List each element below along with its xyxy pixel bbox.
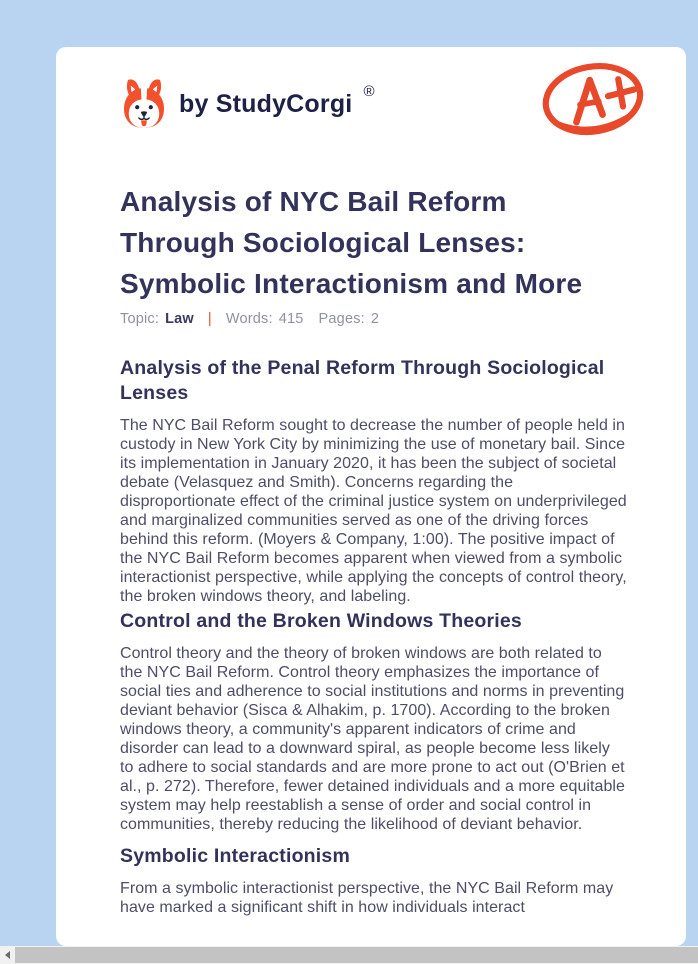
left-arrow-icon bbox=[5, 951, 10, 959]
article-meta bbox=[120, 311, 627, 327]
words-label: Words: bbox=[225, 311, 273, 327]
article-section bbox=[120, 356, 627, 606]
title-line: Analysis of NYC Bail Reform bbox=[120, 186, 507, 217]
section-paragraph: Control theory and the theory of broken windows are both related to the NYC Bail Reform. Control theory emphasizes the importance of social ties and adherence to social institutions and norms in preventing deviant behavior (Sisca & Alhakim, p. 1700). According to the broken windows theory, a community's apparent indicators of crime and disorder can lead to a downward spiral, as people become less likely to adhere to social standards and are more prone to act out (O'Brien et al., p. 272). Therefore, fewer detained individuals and a more equitable system may help reestablish a sense of order and social control in communities, thereby reducing the likelihood of deviant behavior. bbox=[120, 645, 625, 833]
section-paragraph: The NYC Bail Reform sought to decrease the number of people held in custody in New York City by minimizing the use of monetary bail. Since its implementation in January 2020, it has been the subject of societal debate (Velasquez and Smith). Concerns regarding the disproportionate effect of the criminal justice system on underprivileged and marginalized communities served as one of the driving forces behind this reform. (Moyers & Company, 1:00). The positive impact of the NYC Bail Reform becomes apparent when viewed from a symbolic interactionist perspective, while applying the concepts of control theory, the broken windows theory, and labeling. bbox=[120, 417, 627, 605]
words-value: 415 bbox=[278, 311, 304, 327]
section-heading: Analysis of the Penal Reform Through Sociological Lenses bbox=[120, 357, 605, 404]
section-heading: Control and the Broken Windows Theories bbox=[120, 610, 522, 632]
pages-value: 2 bbox=[370, 311, 380, 327]
topic-link[interactable]: Law bbox=[165, 311, 194, 327]
title-line: Symbolic Interactionism and More bbox=[120, 268, 583, 299]
meta-separator: | bbox=[207, 311, 212, 327]
document-page bbox=[56, 47, 686, 946]
scroll-left-button[interactable] bbox=[0, 946, 14, 964]
a-plus-badge-icon bbox=[540, 61, 646, 139]
title-line: Through Sociological Lenses: bbox=[120, 227, 526, 258]
corgi-logo-icon bbox=[120, 75, 168, 133]
registered-trademark-icon: ® bbox=[363, 83, 375, 100]
scrollbar-thumb[interactable] bbox=[15, 947, 698, 963]
section-paragraph: From a symbolic interactionist perspective, the NYC Bail Reform may have marked a significant shift in how individuals interact bbox=[120, 880, 614, 916]
section-heading: Symbolic Interactionism bbox=[120, 845, 350, 867]
pages-label: Pages: bbox=[318, 311, 365, 327]
topic-label: Topic: bbox=[120, 311, 160, 327]
brand-name: by StudyCorgi bbox=[179, 89, 353, 118]
article-section bbox=[120, 844, 627, 917]
horizontal-scrollbar[interactable] bbox=[0, 946, 698, 964]
article-section bbox=[120, 609, 627, 834]
page-title bbox=[120, 181, 627, 304]
